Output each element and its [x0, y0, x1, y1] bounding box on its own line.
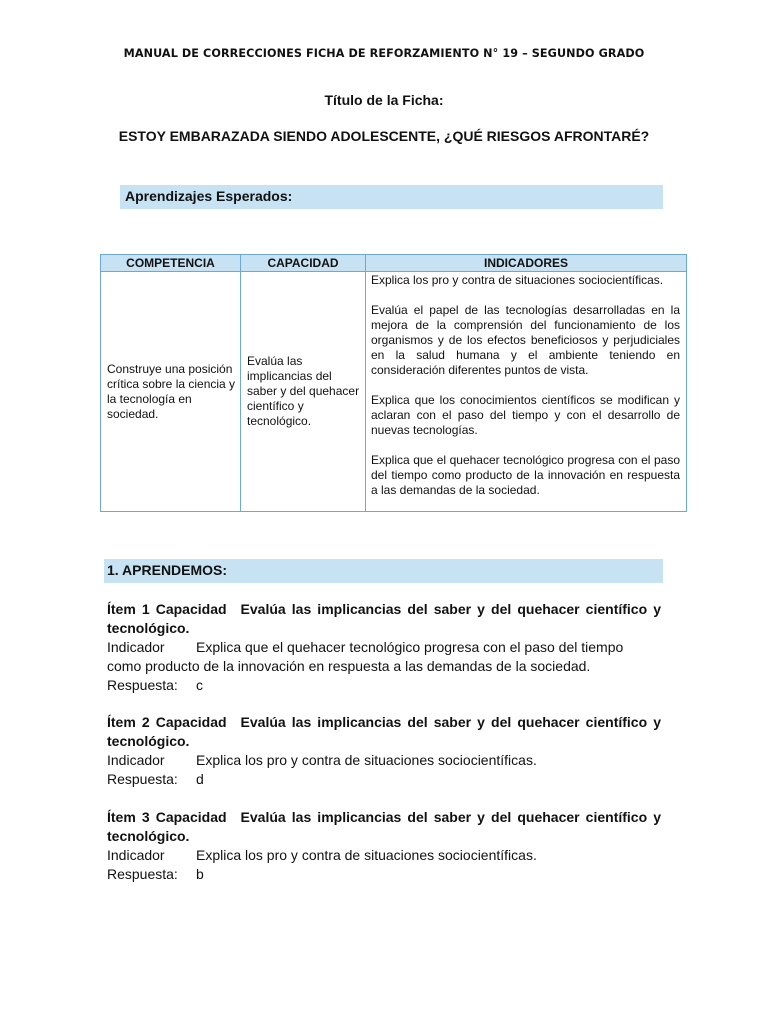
- item-capacidad: Evalúa las implicancias del saber y del quehacer científico y tecnológico.: [107, 601, 661, 636]
- indicador-text: Explica los pro y contra de situaciones sociocientíficas.: [371, 273, 664, 287]
- respuesta-label: Respuesta:: [107, 866, 178, 882]
- respuesta-value: b: [196, 866, 204, 882]
- item-1: [107, 600, 661, 695]
- indicador-text: Explica que los conocimientos científicos se modifican y aclaran con el paso del tiempo y con el desarrollo de nuevas tecnologías.: [371, 393, 680, 437]
- item-capacidad: Evalúa las implicancias del saber y del quehacer científico y tecnológico.: [107, 714, 661, 749]
- item-3: [107, 808, 661, 884]
- document-header: MANUAL DE CORRECCIONES FICHA DE REFORZAMIENTO N° 19 – SEGUNDO GRADO: [123, 47, 645, 60]
- table-row: [101, 272, 687, 512]
- item-title: Ítem 2 Capacidad: [107, 714, 227, 730]
- table-header-row: [101, 255, 687, 272]
- item-capacidad: Evalúa las implicancias del saber y del quehacer científico y tecnológico.: [107, 809, 661, 844]
- indicador-value: Explica los pro y contra de situaciones sociocientíficas.: [196, 752, 537, 768]
- aprendemos-bar: 1. APRENDEMOS:: [104, 559, 663, 583]
- indicador-row: [107, 751, 661, 770]
- respuesta-row: [107, 676, 661, 695]
- ficha-title: ESTOY EMBARAZADA SIENDO ADOLESCENTE, ¿QUÉ RIESGOS AFRONTARÉ?: [118, 128, 650, 144]
- indicador-value: Explica que el quehacer tecnológico progresa con el paso del tiempo como producto de la innovación en respuesta a las demandas de la sociedad.: [107, 639, 624, 674]
- item-heading: [107, 808, 661, 846]
- respuesta-value: d: [196, 771, 204, 787]
- cell-capacidad: Evalúa las implicancias del saber y del quehacer científico y tecnológico.: [241, 272, 366, 512]
- aprendizajes-bar: Aprendizajes Esperados:: [120, 185, 663, 209]
- item-heading: [107, 713, 661, 751]
- respuesta-label: Respuesta:: [107, 771, 178, 787]
- item-heading: [107, 600, 661, 638]
- item-2: [107, 713, 661, 789]
- cell-indicadores: [366, 272, 687, 512]
- indicador-label: Indicador: [107, 639, 165, 655]
- respuesta-row: [107, 770, 661, 789]
- respuesta-row: [107, 865, 661, 884]
- header-indicadores: INDICADORES: [366, 255, 687, 272]
- competencias-table: [100, 254, 687, 512]
- indicador-label: Indicador: [107, 847, 165, 863]
- indicador-label: Indicador: [107, 752, 165, 768]
- indicador-text: Explica que el quehacer tecnológico progresa con el paso del tiempo como producto de la innovación en respuesta a las demandas de la sociedad.: [371, 453, 680, 497]
- item-title: Ítem 1 Capacidad: [107, 601, 227, 617]
- indicador-text: Evalúa el papel de las tecnologías desarrolladas en la mejora de la comprensión del funcionamiento de los organismos y de los efectos beneficiosos y perjudiciales en la salud humana y el ambiente teniendo en consideración diferentes puntos de vista.: [371, 303, 680, 377]
- indicador-row: [107, 846, 661, 865]
- cell-competencia: Construye una posición crítica sobre la ciencia y la tecnología en sociedad.: [101, 272, 241, 512]
- indicador-value: Explica los pro y contra de situaciones sociocientíficas.: [196, 847, 537, 863]
- item-title: Ítem 3 Capacidad: [107, 809, 227, 825]
- header-capacidad: CAPACIDAD: [241, 255, 366, 272]
- title-label: Título de la Ficha:: [324, 92, 444, 108]
- respuesta-value: c: [196, 677, 203, 693]
- respuesta-label: Respuesta:: [107, 677, 178, 693]
- header-competencia: COMPETENCIA: [101, 255, 241, 272]
